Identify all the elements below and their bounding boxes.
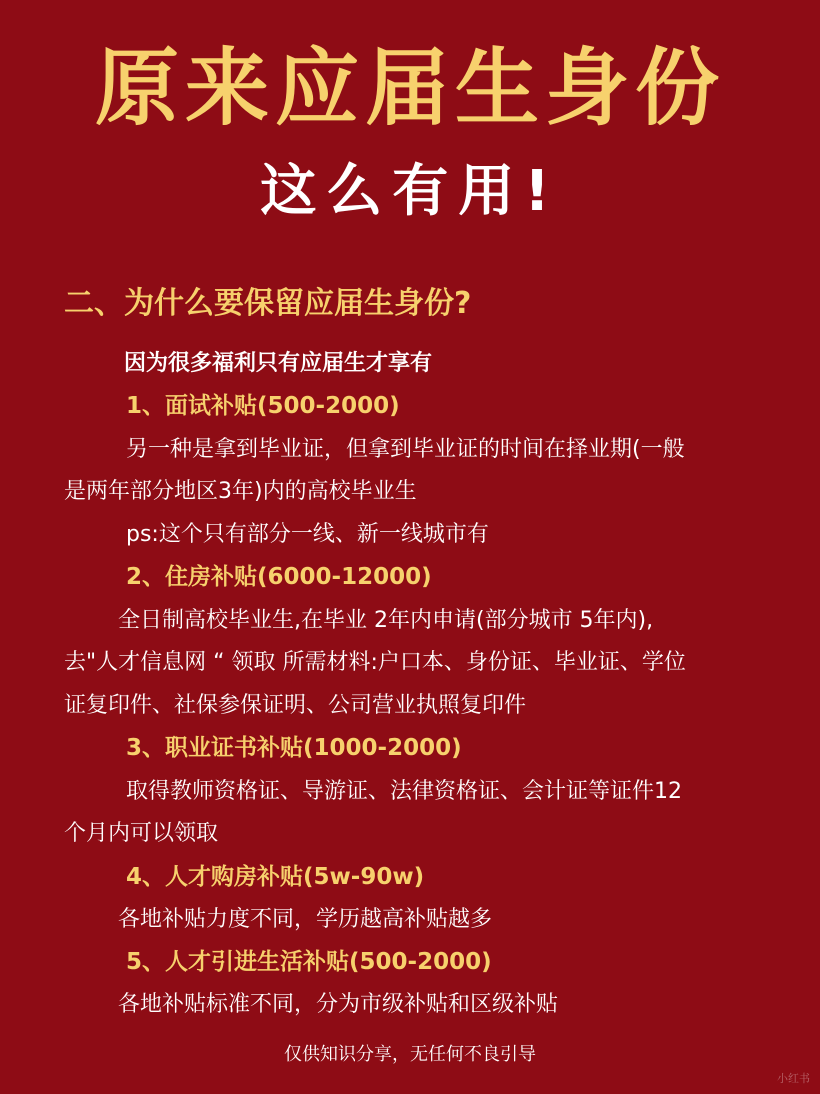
item-1-line-3: ps:这个只有部分一线、新一线城市有	[126, 522, 489, 547]
item-heading-2: 2、住房补贴(6000-12000)	[126, 564, 432, 590]
item-2-line-1: 全日制高校毕业生,在毕业 2年内申请(部分城市 5年内),	[118, 608, 654, 633]
item-3-line-1: 取得教师资格证、导游证、法律资格证、会计证等证件12	[126, 779, 682, 804]
page-title: 原来应届生身份	[94, 39, 725, 137]
item-heading-3: 3、职业证书补贴(1000-2000)	[126, 735, 462, 761]
page-subtitle: 这么有用!	[260, 159, 560, 224]
item-5-line-1: 各地补贴标准不同，分为市级补贴和区级补贴	[118, 992, 559, 1017]
item-1-line-1: 另一种是拿到毕业证，但拿到毕业证的时间在择业期(一般	[126, 437, 685, 462]
item-4-line-1: 各地补贴力度不同，学历越高补贴越多	[118, 907, 493, 932]
item-2-line-3: 证复印件、社保参保证明、公司营业执照复印件	[64, 693, 527, 718]
footer-disclaimer: 仅供知识分享，无任何不良引导	[284, 1044, 536, 1065]
item-heading-5: 5、人才引进生活补贴(500-2000)	[126, 949, 492, 975]
item-3-line-2: 个月内可以领取	[64, 821, 219, 846]
item-heading-4: 4、人才购房补贴(5w-90w)	[126, 864, 425, 890]
section-heading: 二、为什么要保留应届生身份?	[64, 286, 472, 321]
watermark-logo: 小红书	[777, 1072, 810, 1085]
item-2-line-2: 去"人才信息网 “ 领取 所需材料:户口本、身份证、毕业证、学位	[64, 650, 686, 675]
item-1-line-2: 是两年部分地区3年)内的高校毕业生	[64, 479, 417, 504]
intro-text: 因为很多福利只有应届生才享有	[124, 351, 433, 376]
item-heading-1: 1、面试补贴(500-2000)	[126, 393, 400, 419]
